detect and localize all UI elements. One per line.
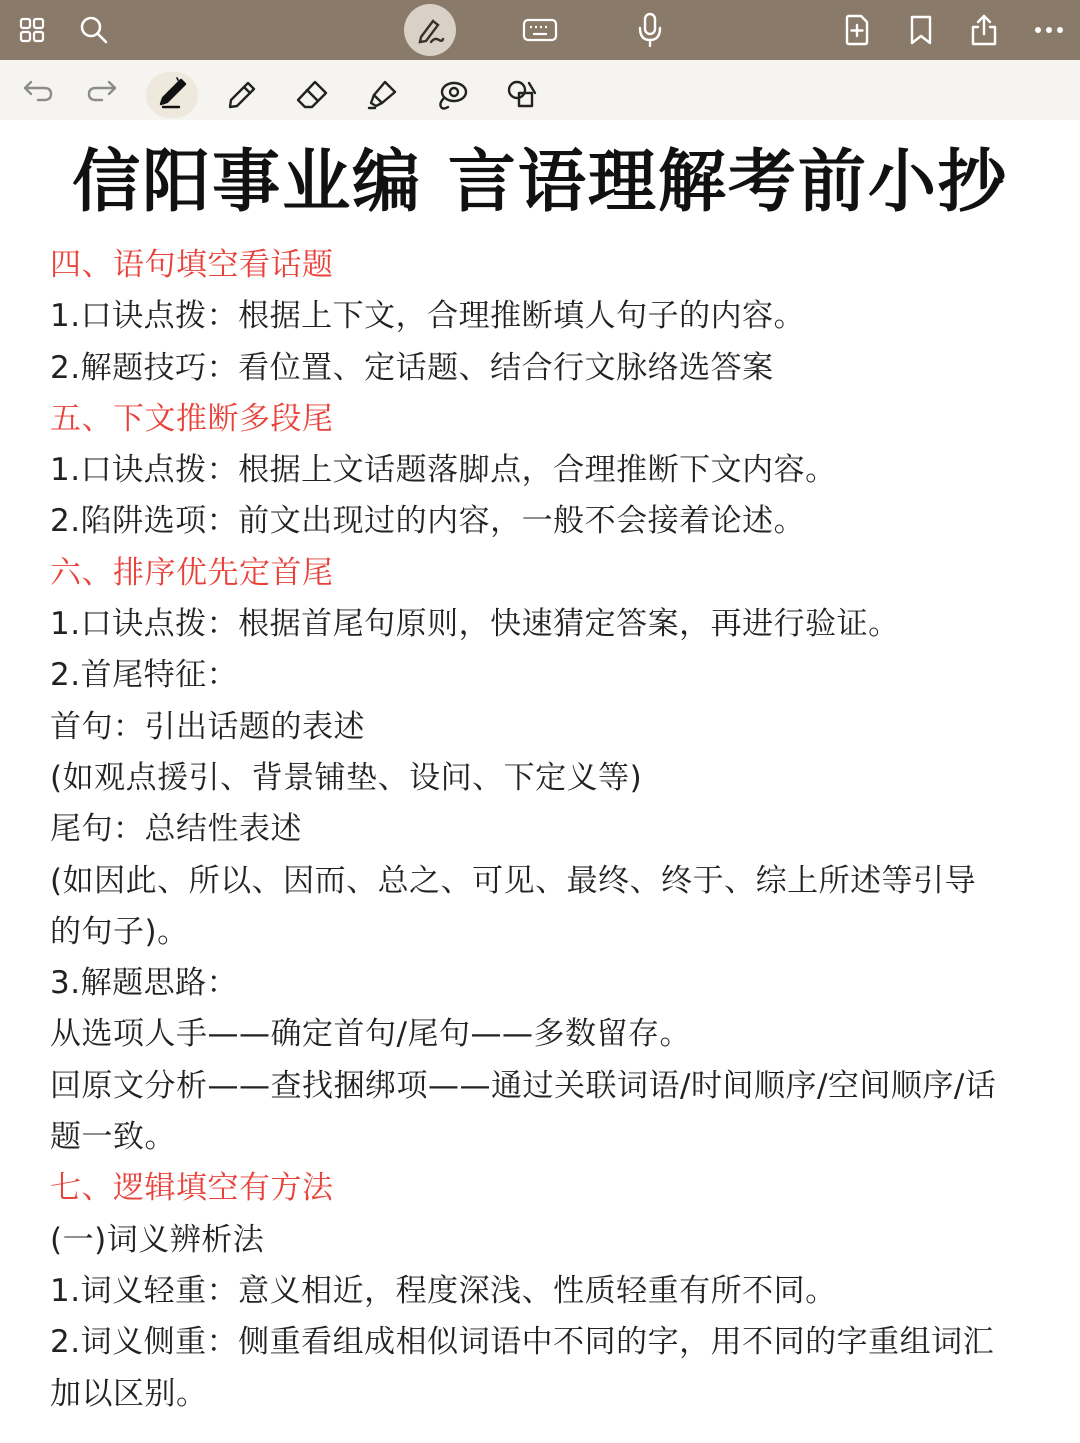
shapes-icon[interactable] — [502, 76, 542, 114]
note-line: 1.词义轻重：意义相近，程度深浅、性质轻重有所不同。 — [50, 1272, 837, 1309]
note-lines — [50, 240, 1040, 1420]
note-line: 1.口诀点拨：根据上下文，合理推断填人句子的内容。 — [50, 298, 806, 335]
section-heading: 四、语句填空看话题 — [50, 247, 334, 283]
section-heading: 七、逻辑填空有方法 — [50, 1170, 334, 1207]
section-heading: 六、排序优先定首尾 — [50, 554, 334, 591]
eraser-icon[interactable] — [292, 76, 332, 114]
note-line: 尾句：总结性表述 — [50, 811, 302, 848]
note-line: (如观点援引、背景铺垫、设问、下定义等) — [50, 759, 643, 796]
page-title: 信阳事业编 言语理解考前小抄 — [72, 143, 1008, 222]
section-heading: 五、下文推断多段尾 — [50, 400, 334, 437]
bookmark-icon[interactable] — [904, 12, 938, 48]
note-line: 从选项人手——确定首句/尾句——多数留存。 — [50, 1016, 691, 1053]
share-icon[interactable] — [966, 10, 1002, 50]
more-icon[interactable] — [1030, 16, 1068, 44]
keyboard-icon[interactable] — [520, 12, 560, 48]
note-line: 2.词义侧重：侧重看组成相似词语中不同的字，用不同的字重组词汇 — [50, 1324, 995, 1361]
add-page-icon[interactable] — [840, 12, 874, 48]
note-line: 首句：引出话题的表述 — [50, 708, 365, 745]
redo-icon[interactable] — [84, 74, 120, 106]
undo-icon[interactable] — [20, 74, 56, 106]
pen-mode-button[interactable] — [404, 4, 456, 56]
note-line: 的句子)。 — [50, 913, 189, 950]
note-line: 2.首尾特征： — [50, 657, 239, 694]
pencil-icon[interactable] — [222, 76, 262, 114]
top-bar — [0, 0, 1080, 60]
note-line: 2.陷阱选项：前文出现过的内容，一般不会接着论述。 — [50, 503, 806, 540]
highlighter-icon[interactable] — [362, 76, 402, 114]
microphone-icon[interactable] — [634, 10, 666, 50]
note-page[interactable] — [0, 120, 1080, 1443]
note-line: 回原文分析——查找捆绑项——通过关联词语/时间顺序/空间顺序/话 — [50, 1067, 997, 1104]
note-line: 2.解题技巧：看位置、定话题、结合行文脉络选答案 — [50, 349, 774, 386]
pen-mode-icon — [414, 14, 446, 46]
note-line: (如因此、所以、因而、总之、可见、最终、终于、综上所述等引导 — [50, 862, 977, 899]
note-line: 3.解题思路： — [50, 965, 239, 1002]
note-line: (一)词义辨析法 — [50, 1221, 265, 1258]
note-line: 加以区别。 — [50, 1375, 208, 1412]
grid-icon[interactable] — [14, 12, 50, 48]
fountain-pen-icon[interactable] — [152, 74, 192, 116]
note-line: 题一致。 — [50, 1119, 176, 1156]
note-line: 1.口诀点拨：根据首尾句原则，快速猜定答案，再进行验证。 — [50, 606, 900, 643]
lasso-icon[interactable] — [432, 76, 472, 114]
search-icon[interactable] — [76, 12, 112, 48]
note-line: 1.口诀点拨：根据上文话题落脚点，合理推断下文内容。 — [50, 452, 837, 489]
